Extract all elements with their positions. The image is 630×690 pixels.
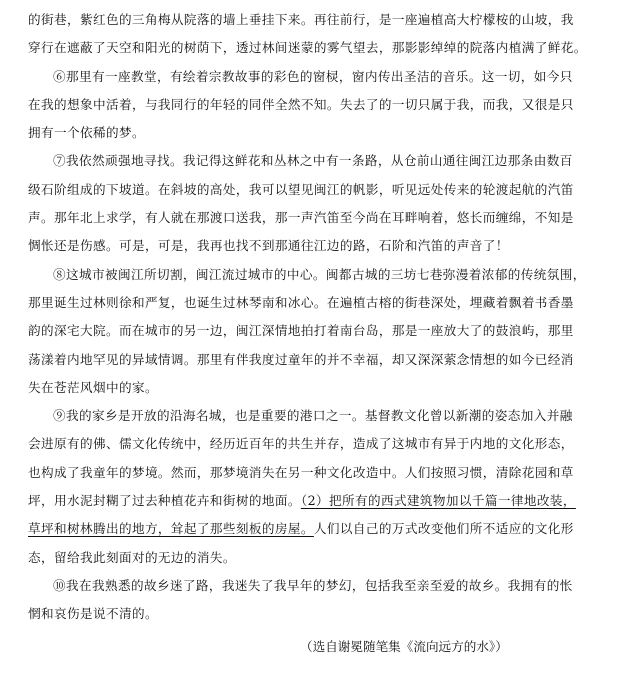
text-line-with-underline (28, 487, 608, 515)
underlined-sentence-2-cont: 草坪和树林腾出的地方，耸起了那些刻板的房屋。 (28, 521, 314, 537)
text-line: 拥有一个依稀的梦。 (28, 125, 145, 141)
paragraph-8-start: ⑧这城市被闽江所切割，闽江流过城市的中心。闽都古城的三坊七巷弥漫着浓郁的传统氛围， (53, 266, 586, 282)
text-line: 也构成了我童年的梦境。然而，那梦境消失在另一种文化改造中。人们按照习惯，清除花园和草 (28, 464, 574, 480)
text-line: 声。那年北上求学，有人就在那渡口送我，那一声汽笛至今尚在耳畔响着，悠长而缠绵，不知是 (28, 210, 574, 226)
plain-text: 人们以自己的万式改变他们所不适应的文化形 (313, 521, 574, 537)
text-line: 的街巷，紫红色的三角梅从院落的墙上垂挂下来。再往前行，是一座遍植高大柠檬桉的山坡，我 (28, 12, 574, 27)
text-line: 在我的想象中活着，与我同行的年轻的同伴全然不知。失去了的一切只属于我，而我，又很是只 (28, 96, 574, 112)
paragraph-7-start: ⑦我依然顽强地寻找。我记得这鲜花和丛林之中有一条路，从仓前山通往闽江边那条由数百 (53, 153, 573, 169)
text-line: 会进原有的佛、儒文化传统中，经历近百年的共生并存，造成了这城市有异于内地的文化形态， (28, 436, 574, 452)
text-line-with-underline (28, 515, 608, 543)
text-line: 态，留给我此刻面对的无边的消失。 (28, 549, 236, 565)
text-line: 失在苍茫风烟中的家。 (28, 379, 158, 395)
underlined-sentence-2: （2）把所有的西式建筑物加以千篇一律地改装， (300, 493, 576, 509)
text-line: 穿行在遮蔽了天空和阳光的树荫下，透过林间迷蒙的雾气望去，那影影绰绰的院落内植满了鲜花。 (28, 40, 587, 56)
text-line: 惘和哀伤是说不清的。 (28, 606, 158, 622)
text-line: 韵的深宅大院。而在城市的另一边，闽江深情地拍打着南台岛，那是一座放大了的鼓浪屿，那里 (28, 323, 574, 339)
paragraph-10-start: ⑩我在我熟悉的故乡迷了路，我迷失了我早年的梦幻，包括我至亲至爱的故乡。我拥有的怅 (53, 577, 573, 593)
text-line: 惆怅还是伤感。可是，可是，我再也找不到那通往江边的路，石阶和汽笛的声音了！ (28, 238, 509, 254)
paragraph-9-start: ⑨我的家乡是开放的沿海名城，也是重要的港口之一。基督教文化曾以新潮的姿态加入并融 (53, 408, 573, 424)
plain-text: 坪，用水泥封糊了过去种植花卉和街树的地面。 (28, 493, 301, 509)
text-line: 级石阶组成的下坡道。在斜坡的高处，我可以望见闽江的帆影，听见远处传来的轮渡起航的汽笛 (28, 181, 574, 197)
source-citation: （选自谢冕随笔集《流向远方的水》） (300, 638, 508, 654)
text-line: 那里诞生过林则徐和严复，也诞生过林琴南和冰心。在遍植古榕的街巷深处，埋藏着飘着书香墨 (28, 294, 574, 310)
text-line: 荡漾着内地罕见的异域情调。那里有伴我度过童年的并不幸福，却又深深萦念情想的如今已经消 (28, 351, 574, 367)
paragraph-6-start: ⑥那里有一座教堂，有绘着宗教故事的彩色的窗棂，窗内传出圣洁的音乐。这一切，如今只 (53, 68, 573, 84)
